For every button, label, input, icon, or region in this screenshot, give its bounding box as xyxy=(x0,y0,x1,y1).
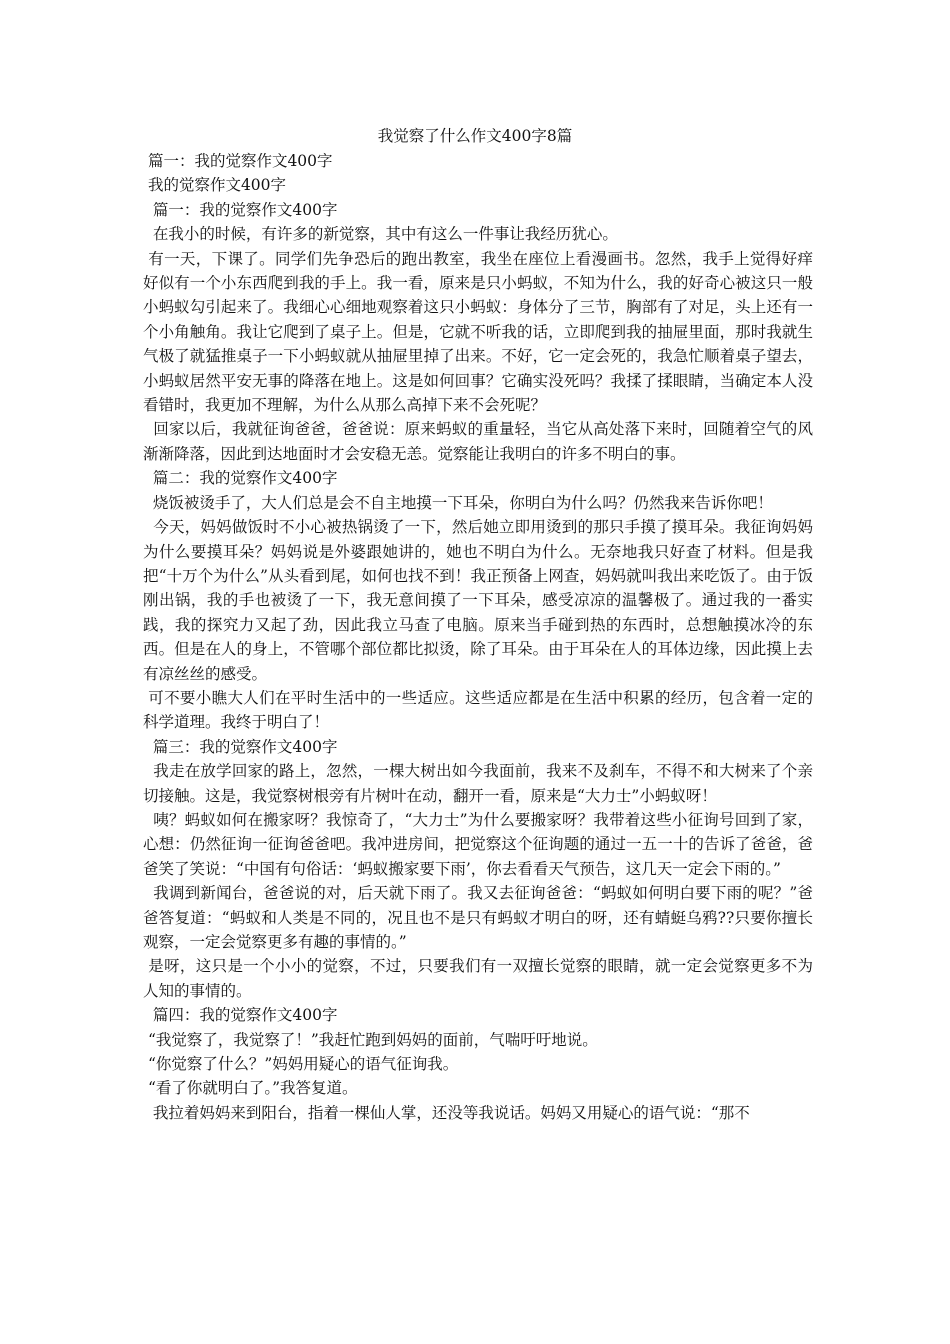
body-paragraph: 在我小的时候，有许多的新觉察，其中有这么一件事让我经历犹心。 xyxy=(143,225,618,244)
section-heading: 篇二：我的觉察作文400字 xyxy=(143,469,338,488)
body-paragraph: “你觉察了什么？”妈妈用疑心的语气征询我。 xyxy=(143,1055,459,1074)
body-paragraph: 我拉着妈妈来到阳台，指着一棵仙人掌，还没等我说话。妈妈又用疑心的语气说：“那不 xyxy=(143,1103,750,1122)
body-paragraph: 回家以后，我就征询爸爸，爸爸说：原来蚂蚁的重量轻，当它从高处落下来时，回随着空气的风渐渐降落，因此到达地面时才会安稳无恙。觉察能让我明白的许多不明白的事。 xyxy=(143,420,813,463)
body-paragraph: 我走在放学回家的路上，忽然，一棵大树出如今我面前，我来不及刹车，不得不和大树来了个亲切接触。这是，我觉察树根旁有片树叶在动，翻开一看，原来是“大力士”小蚂蚁呀！ xyxy=(143,762,813,805)
section-heading: 我的觉察作文400字 xyxy=(143,176,287,195)
section-heading: 篇四：我的觉察作文400字 xyxy=(143,1006,338,1025)
body-paragraph: 有一天，下课了。同学们先争恐后的跑出教室，我坐在座位上看漫画书。忽然，我手上觉得好痒好似有一个小东西爬到我的手上。我一看，原来是只小蚂蚁，不知为什么，我的好奇心被这只一般小蚂蚁勾引起来了。我细心心细地观察着这只小蚂蚁：身体分了三节，胸部有了对足，头上还有一个小角触角。我让它爬到了桌子上。但是，它就不听我的话，立即爬到我的抽屉里面，那时我就生气极了就猛推桌子一下小蚂蚁就从抽屉里掉了出来。不好，它一定会死的，我急忙顺着桌子望去，小蚂蚁居然平安无事的降落在地上。这是如何回事？它确实没死吗？我揉了揉眼睛，当确定本人没看错时，我更加不理解，为什么从那么高掉下来不会死呢？ xyxy=(143,249,813,415)
body-paragraph: 可不要小瞧大人们在平时生活中的一些适应。这些适应都是在生活中积累的经历，包含着一定的科学道理。我终于明白了！ xyxy=(143,688,813,732)
document-body xyxy=(143,149,813,1125)
section-heading: 篇三：我的觉察作文400字 xyxy=(143,737,338,756)
body-paragraph: 烧饭被烫手了，大人们总是会不自主地摸一下耳朵，你明白为什么吗？仍然我来告诉你吧！ xyxy=(143,493,773,512)
section-heading: 篇一：我的觉察作文400字 xyxy=(143,152,333,170)
body-paragraph: 我调到新闻台，爸爸说的对，后天就下雨了。我又去征询爸爸：“蚂蚁如何明白要下雨的呢？”爸爸答复道：“蚂蚁和人类是不同的，况且也不是只有蚂蚁才明白的呀，还有蜻蜓乌鸦??只要你擅长观察，一定会觉察更多有趣的事情的。” xyxy=(143,884,813,951)
body-paragraph: “我觉察了，我觉察了！”我赶忙跑到妈妈的面前，气喘吁吁地说。 xyxy=(143,1030,598,1049)
body-paragraph: 咦？蚂蚁如何在搬家呀？我惊奇了，“大力士”为什么要搬家呀？我带着这些小征询号回到了家，心想：仍然征询一征询爸爸吧。我冲进房间，把觉察这个征询题的通过一五一十的告诉了爸爸，爸爸笑了笑说：“中国有句俗话：‘蚂蚁搬家要下雨’，你去看看天气预告，这几天一定会下雨的。” xyxy=(143,810,813,878)
body-paragraph: “看了你就明白了。”我答复道。 xyxy=(143,1079,358,1098)
document-title: 我觉察了什么作文400字8篇 xyxy=(377,127,573,145)
section-heading: 篇一：我的觉察作文400字 xyxy=(143,200,338,219)
body-paragraph: 今天，妈妈做饭时不小心被热锅烫了一下，然后她立即用烫到的那只手摸了摸耳朵。我征询妈妈为什么要摸耳朵？妈妈说是外婆跟她讲的，她也不明白为什么。无奈地我只好查了材料。但是我把“十万个为什么”从头看到尾，如何也找不到！我正预备上网查，妈妈就叫我出来吃饭了。由于饭刚出锅，我的手也被烫了一下，我无意间摸了一下耳朵，感受凉凉的温馨极了。通过我的一番实践，我的探究力又起了劲，因此我立马查了电脑。原来当手碰到热的东西时，总想触摸冰冷的东西。但是在人的身上，不管哪个部位都比拟烫，除了耳朵。由于耳朵在人的耳体边缘，因此摸上去有凉丝丝的感受。 xyxy=(143,518,813,683)
body-paragraph: 是呀，这只是一个小小的觉察，不过，只要我们有一双擅长觉察的眼睛，就一定会觉察更多不为人知的事情的。 xyxy=(143,957,813,1000)
